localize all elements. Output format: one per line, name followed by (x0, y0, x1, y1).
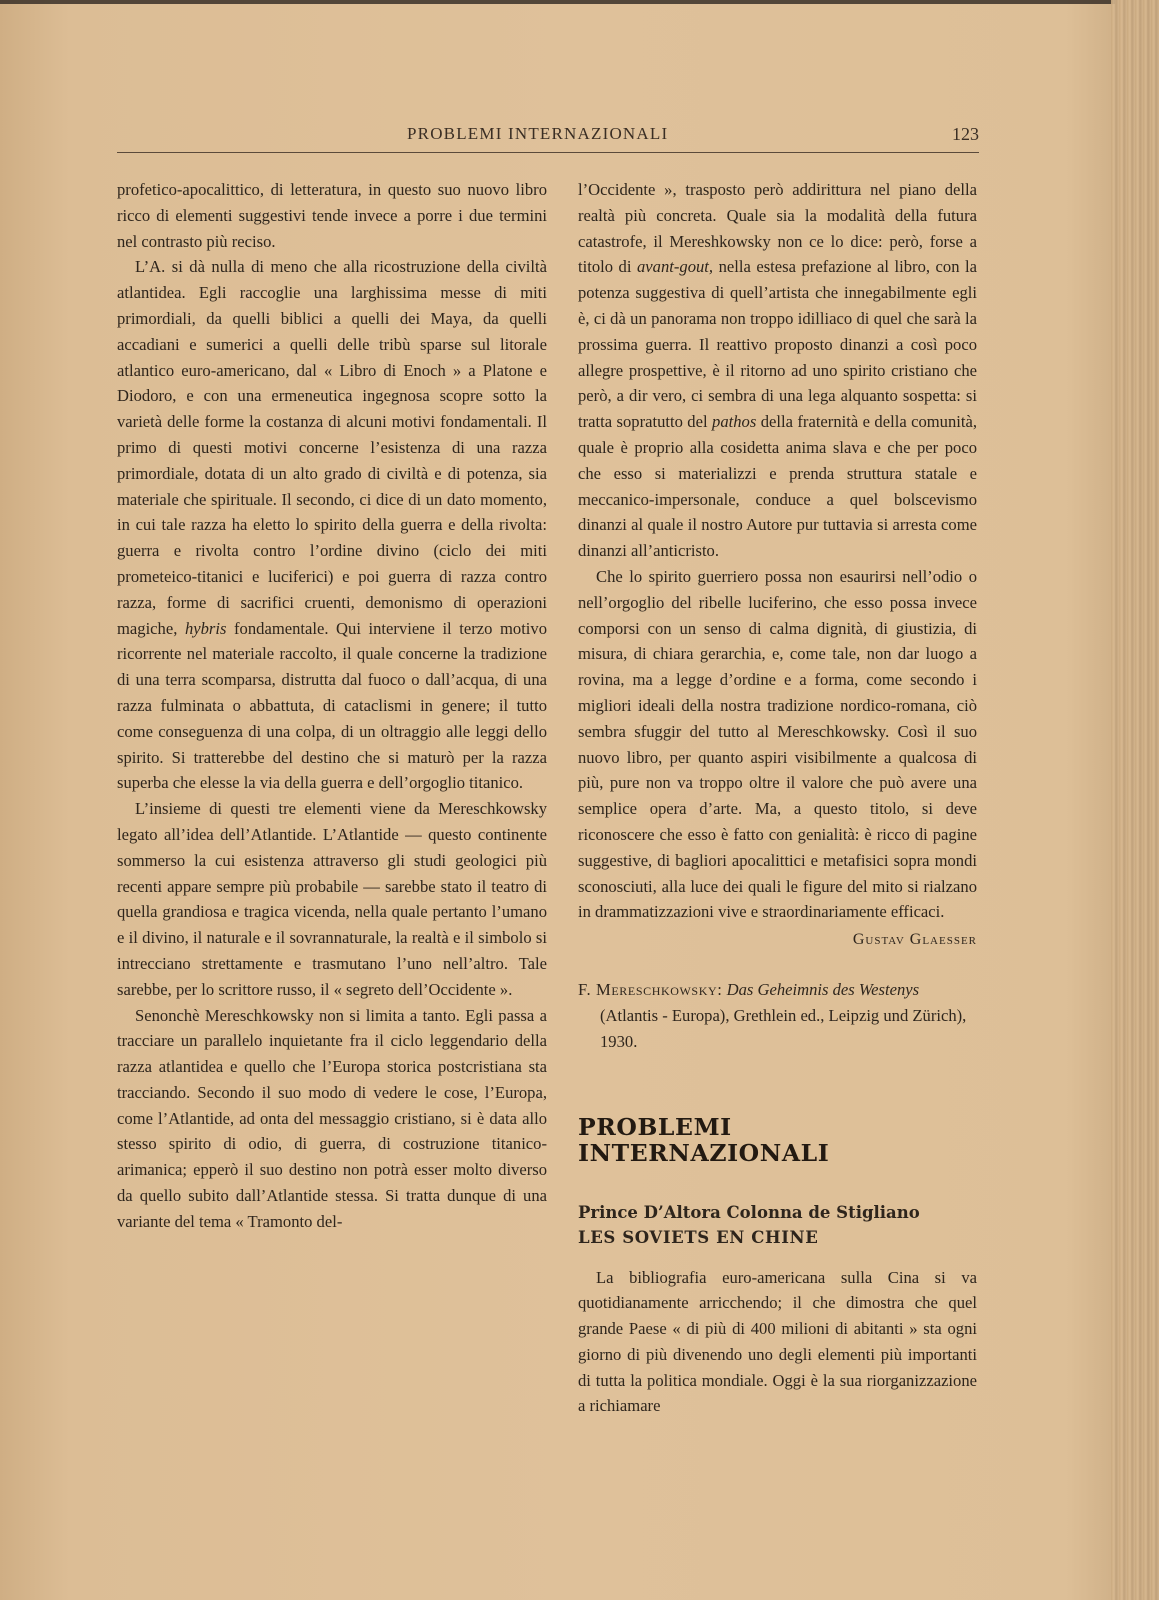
paragraph-text: della fraternità e della comunità, quale è proprio alla cosidetta anima slava e che per poco che esso si materializzi e prenda struttura statale e meccanico-impersonale, conduce a quel bolscevismo dinanzi al quale il nostro Autore pur tuttavia si arresta come dinanzi all’anticristo. (578, 412, 978, 561)
paragraph: Che lo spirito guerriero possa non esaurirsi nell’odio o nell’orgoglio del ribelle luciferino, che esso possa invece comporsi con un senso di calma dignità, di giustizia, di misura, di chiara gerarchia, e, come tale, non dar luogo a rovina, ma a legge d’ordine e a forma, come secondo i migliori ideali della nostra tradizione nordico-romana, ciò sembra sfuggir del tutto al Mereschkowsky. Così il suo nuovo libro, per quanto aspiri visibilmente a qualcosa di più, pure non va troppo oltre il valore che può avere una semplice opera d’arte. Ma, a questo titolo, si deve riconoscere che esso è fatto con genialità: è ricco di pagine suggestive, di bagliori apocalittici e metafisici sopra mondi sconosciuti, alla luce dei quali le figure del mito si rialzano in drammatizzazioni vive e straordinariamente efficaci. (578, 566, 977, 922)
running-title: PROBLEMI INTERNAZIONALI (407, 124, 669, 143)
left-column (117, 177, 547, 1235)
paragraph-text: nella estesa prefazione al libro, con la potenza suggestiva di quell’artista che innegabilmente egli è, ci dà un panorama non troppo idilliaco di quel che sarà la prossima guerra. Il reattivo proposto dinanzi a così poco allegre prospettive, è il ritorno ad uno spirito cristiano che però, a dir vero, ci sembra di una lega alquanto sospetta: si tratta sopratutto del (578, 257, 977, 432)
article-author: Prince D’Altora Colonna de Stigliano (578, 1202, 920, 1222)
paragraph (578, 177, 977, 564)
page-binding-edge (1111, 0, 1159, 1600)
review-signature: Gustav Glaesser (852, 931, 977, 949)
paragraph-text: fondamentale. Qui interviene il terzo motivo ricorrente nel materiale raccolto, il quale concerne la tradizione di una terra scomparsa, distrutta dal fuoco o dall’acqua, di una razza fulminata o abbattuta, di cataclismi in genere; il tutto come conseguenza di una colpa, di un oltraggio alle leggi dello spirito. Si tratterebbe del destino che si maturò per la razza superba che elesse la via della guerra e dell’orgoglio titanico. (117, 618, 548, 793)
paragraph-text: L’A. si dà nulla di meno che alla ricostruzione della civiltà atlantidea. Egli raccoglie una larghissima messe di miti primordiali, da quelli biblici a quelli dei Maya, da quelli accadiani e sumerici a quelli delle tribù sparse sul litorale atlantico euro-americano, dal « Libro di Enoch » a Platone e Diodoro, e con una ermeneutica ingegnosa scopre sotto la varietà delle forme la costanza di alcuni motivi fondamentali. Il primo di questi motivi concerne l’esistenza di una razza primordiale, dotata di un alto grado di civiltà e di potenza, sia materiale che spirituale. Il secondo, ci dice di un dato momento, in cui tale razza ha eletto lo spirito della guerra e della rivolta: guerra e rivolta contro l’ordine divino (ciclo dei miti prometeico-titanici e luciferici) e poi guerra di razza contro razza, forme di sacrifici cruenti, demonismo di operazioni magiche, (117, 257, 547, 638)
bib-author: F. Mereschkowsky: (578, 979, 723, 999)
paragraph-atlantis (117, 254, 547, 796)
top-edge-rule (0, 0, 1115, 4)
paragraph: L’insieme di questi tre elementi viene da Mereschkowsky legato all’idea dell’Atlantide. L’Atlantide — questo continente sommerso la cui esistenza attraverso gli studi geologici più recenti appare sempre più probabile — sarebbe stato il teatro di quella grandiosa e tragica vicenda, nella quale pertanto l’umano e il divino, il naturale e il sovrannaturale, la realtà e il simbolo si intrecciano strettamente e trasmutano l’uno nell’altro. Tale sarebbe, per lo scrittore russo, il « segreto dell’Occidente ». (117, 799, 547, 999)
page-number: 123 (952, 124, 979, 144)
right-column (578, 177, 977, 1419)
article-body (578, 1265, 977, 1420)
paragraph: Senonchè Mereschkowsky non si limita a tanto. Egli passa a tracciare un parallelo inquietante fra il ciclo leggendario della razza atlantidea e quello che l’Europa storica postcristiana sta tracciando. Secondo il suo modo di vedere le cose, l’Europa, come l’Atlantide, ad onta del messaggio cristiano, si è data allo stesso spirito di odio, di guerra, di costruzione titanico-arimanica; epperò il suo destino non potrà esser molto diverso da quello subito dall’Atlantide stessa. Si tratta dunque di una variante del tema « Tramonto del- (117, 1005, 547, 1231)
page-header (117, 124, 979, 153)
bib-title: Das Geheimnis des Westenys (726, 979, 920, 999)
article-title: LES SOVIETS EN CHINE (578, 1227, 819, 1247)
italic-term: pathos (712, 412, 757, 432)
italic-term: avant-gout, (637, 257, 714, 277)
italic-term: hybris (184, 618, 227, 638)
bib-details: (Atlantis - Europa), Grethlein ed., Leipzig und Zürich), 1930. (600, 1005, 967, 1051)
section-title: PROBLEMI INTERNAZIONALI (578, 1112, 830, 1167)
paragraph: La bibliografia euro-americana sulla Cina si va quotidianamente arricchendo; il che dimostra che quel grande Paese « di più di 400 milioni di abitanti » sta ogni giorno di più divenendo uno degli elementi più importanti di tutta la politica mondiale. Oggi è la sua riorganizzazione a richiamare (578, 1267, 977, 1416)
paragraph: profetico-apocalittico, di letteratura, in questo suo nuovo libro ricco di elementi suggestivi tende invece a porre i due termini nel contrasto più reciso. (117, 180, 547, 251)
paragraph-text: l’Occidente », trasposto però addirittura nel piano della realtà più concreta. Quale sia la modalità della futura catastrofe, il Mereshkowsky non ce lo dice: però, forse a titolo di (578, 180, 977, 277)
bibliographic-reference (578, 977, 977, 1055)
